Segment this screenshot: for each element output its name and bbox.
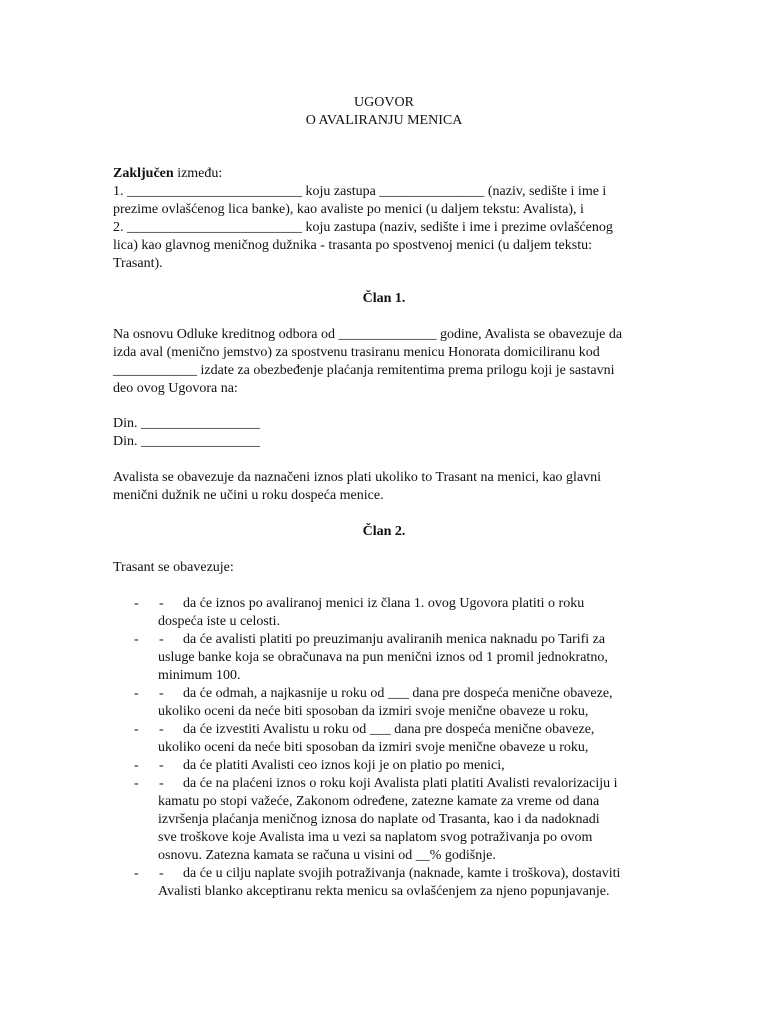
list-dash: - xyxy=(159,722,164,737)
list-item-text: da će odmah, a najkasnije u roku od ___ dana pre dospeća menične obaveze, xyxy=(183,686,613,701)
intro-line xyxy=(113,166,222,182)
list-item-text: da će izvestiti Avalistu u roku od ___ dana pre dospeća menične obaveze, xyxy=(183,722,595,737)
article-2-heading: Član 2. xyxy=(362,524,406,539)
party2-line: lica) kao glavnog meničnog dužnika - trasanta po spostvenoj menici (u daljem tekstu: xyxy=(113,238,592,253)
party2-line: Trasant). xyxy=(113,256,163,271)
list-item-text: izvršenja plaćanja meničnog iznosa do naplate od Trasanta, kao i da nadoknadi xyxy=(158,812,600,827)
list-dash: - xyxy=(159,596,164,611)
party1-line: 1. _________________________ koju zastupa _______________ (naziv, sedište i ime i xyxy=(113,184,607,199)
list-item-text: minimum 100. xyxy=(158,668,241,683)
article-1-heading: Član 1. xyxy=(362,291,406,306)
list-item-text: dospeća iste u celosti. xyxy=(158,614,281,629)
list-item-text: Avalisti blanko akceptiranu rekta menicu sa ovlašćenjem za njeno popunjavanje. xyxy=(158,884,610,899)
list-dash: - xyxy=(134,776,139,791)
article-1-obligation-line: Avalista se obavezuje da naznačeni iznos plati ukoliko to Trasant na menici, kao glavni xyxy=(113,470,602,485)
din-line: Din. _________________ xyxy=(113,434,260,449)
list-item-text: osnovu. Zatezna kamata se računa u visini od __% godišnje. xyxy=(158,848,496,863)
article-1-paragraph-line: Na osnovu Odluke kreditnog odbora od ______________ godine, Avalista se obavezuje da xyxy=(113,327,623,342)
list-item-text: kamatu po stopi važeće, Zakonom određene, zatezne kamate za vreme od dana xyxy=(158,794,600,809)
list-dash: - xyxy=(134,596,139,611)
article-1-paragraph-line: deo ovog Ugovora na: xyxy=(113,381,238,396)
list-item-text: usluge banke koja se obračunava na pun menični iznos od 1 promil jednokratno, xyxy=(158,650,608,665)
list-dash: - xyxy=(134,686,139,701)
list-dash: - xyxy=(159,866,164,881)
article-1-paragraph-line: ____________ izdate za obezbeđenje plaćanja remitentima prema prilogu koji je sastavni xyxy=(113,363,615,378)
document-subtitle: O AVALIRANJU MENICA xyxy=(305,113,463,128)
party1-line: prezime ovlašćenog lica banke), kao avaliste po menici (u daljem tekstu: Avalista), i xyxy=(113,202,584,217)
list-item-text: ukoliko oceni da neće biti sposoban da izmiri svoje menične obaveze u roku, xyxy=(158,740,589,755)
list-dash: - xyxy=(134,722,139,737)
list-dash: - xyxy=(159,686,164,701)
din-line: Din. _________________ xyxy=(113,416,260,431)
list-item-text: da će avalisti platiti po preuzimanju avaliranih menica naknadu po Tarifi za xyxy=(183,632,606,647)
list-item-text: da će u cilju naplate svojih potraživanja (naknade, kamte i troškova), dostaviti xyxy=(183,866,621,881)
article-1-paragraph-line: izda aval (menično jemstvo) za spostvenu trasiranu menicu Honorata domiciliranu kod xyxy=(113,345,600,360)
document-title: UGOVOR xyxy=(354,95,414,110)
intro-rest: između: xyxy=(173,166,223,181)
list-dash: - xyxy=(134,632,139,647)
intro-bold: Zaključen xyxy=(113,166,174,181)
list-item-text: sve troškove koje Avalista ima u vezi sa naplatom svog potraživanja po ovom xyxy=(158,830,593,845)
article-1-obligation-line: menični dužnik ne učini u roku dospeća menice. xyxy=(113,488,384,503)
article-2-intro: Trasant se obavezuje: xyxy=(113,560,234,575)
list-dash: - xyxy=(159,632,164,647)
list-dash: - xyxy=(134,866,139,881)
list-dash: - xyxy=(159,758,164,773)
list-dash: - xyxy=(134,758,139,773)
list-item-text: da će iznos po avaliranoj menici iz člana 1. ovog Ugovora platiti o roku xyxy=(183,596,585,611)
list-dash: - xyxy=(159,776,164,791)
list-item-text: da će platiti Avalisti ceo iznos koji je on platio po menici, xyxy=(183,758,505,773)
list-item-text: da će na plaćeni iznos o roku koji Avalista plati platiti Avalisti revalorizaciju i xyxy=(183,776,618,791)
party2-line: 2. _________________________ koju zastupa (naziv, sedište i ime i prezime ovlašćenog xyxy=(113,220,613,235)
list-item-text: ukoliko oceni da neće biti sposoban da izmiri svoje menične obaveze u roku, xyxy=(158,704,589,719)
